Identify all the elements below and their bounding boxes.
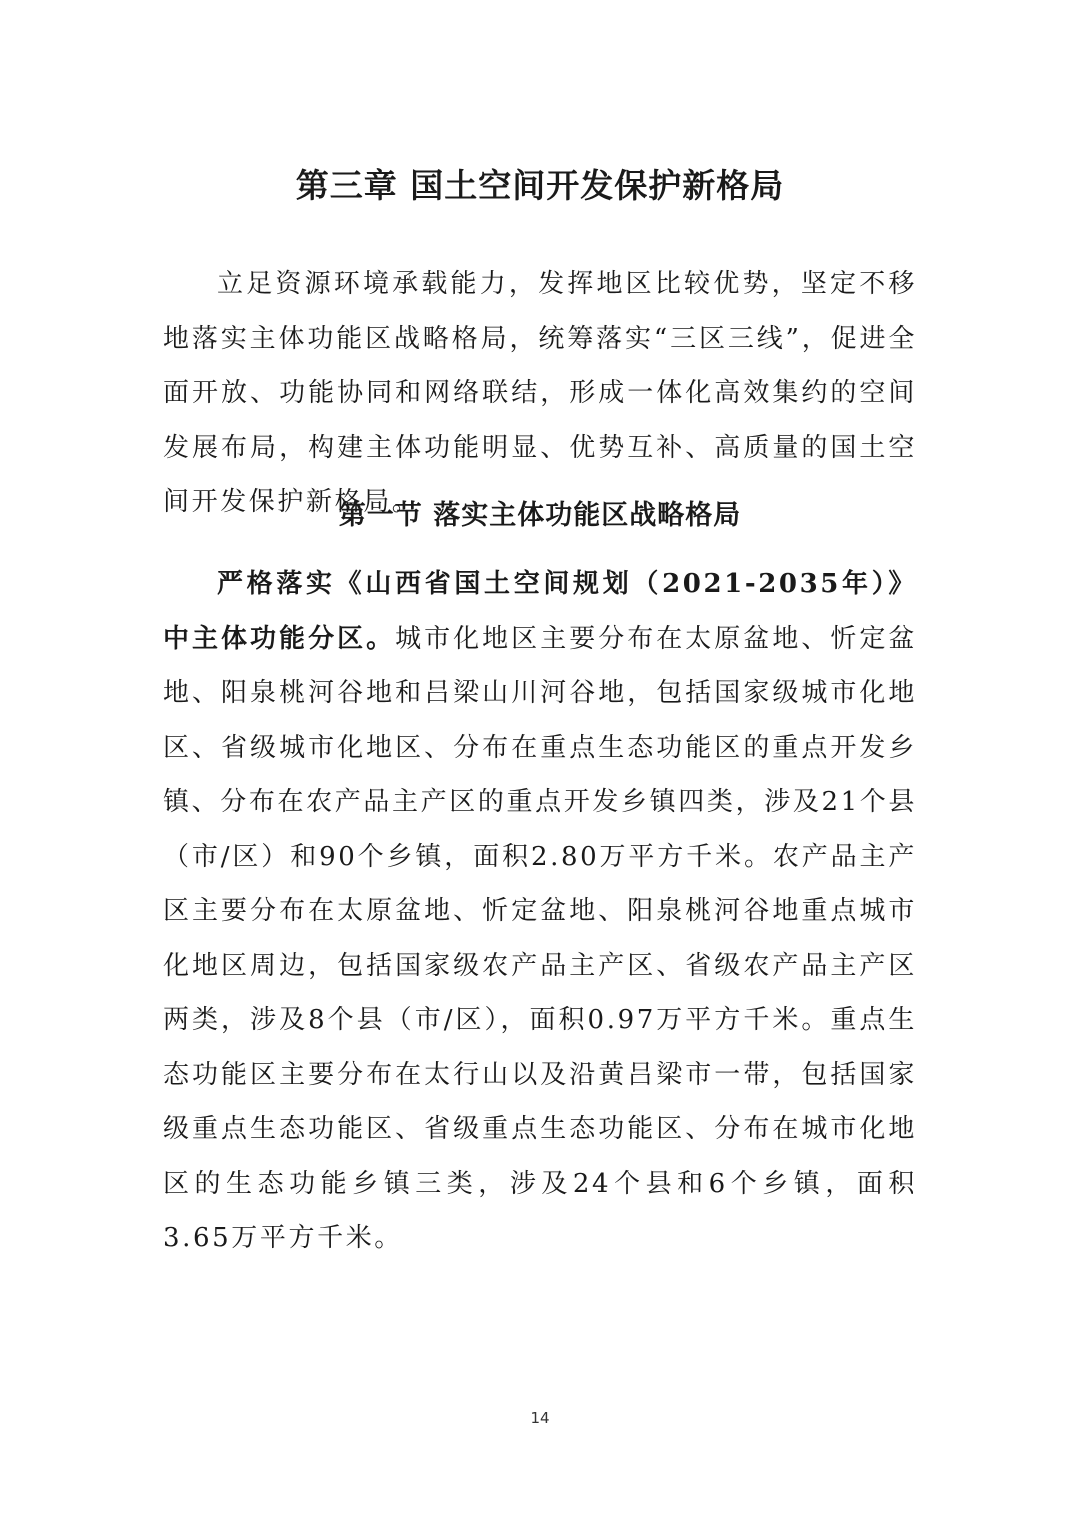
section-paragraph-body: 城市化地区主要分布在太原盆地、忻定盆地、阳泉桃河谷地和吕梁山川河谷地，包括国家级城市化地区、省级城市化地区、分布在重点生态功能区的重点开发乡镇、分布在农产品主产区的重点开发乡镇四类，涉及21个县（市/区）和90个乡镇，面积2.80万平方千米。农产品主产区主要分布在太原盆地、忻定盆地、阳泉桃河谷地重点城市化地区周边，包括国家级农产品主产区、省级农产品主产区两类，涉及8个县（市/区），面积0.97万平方千米。重点生态功能区主要分布在太行山以及沿黄吕梁市一带，包括国家级重点生态功能区、省级重点生态功能区、分布在城市化地区的生态功能乡镇三类，涉及24个县和6个乡镇，面积3.65万平方千米。 <box>163 623 917 1253</box>
page-number: 14 <box>530 1409 550 1427</box>
intro-paragraph: 立足资源环境承载能力，发挥地区比较优势，坚定不移地落实主体功能区战略格局，统筹落实“三区三线”，促进全面开放、功能协同和网络联结，形成一体化高效集约的空间发展布局，构建主体功能明显、优势互补、高质量的国土空间开发保护新格局。 <box>163 269 917 517</box>
section-paragraph <box>163 557 917 1266</box>
section-title: 第一节 落实主体功能区战略格局 <box>338 500 742 531</box>
chapter-title: 第三章 国土空间开发保护新格局 <box>295 166 785 205</box>
section-paragraph-lead: 严格落实《山西省国土空间规划（2021-2035年）》中主体功能分区。 <box>163 569 917 654</box>
